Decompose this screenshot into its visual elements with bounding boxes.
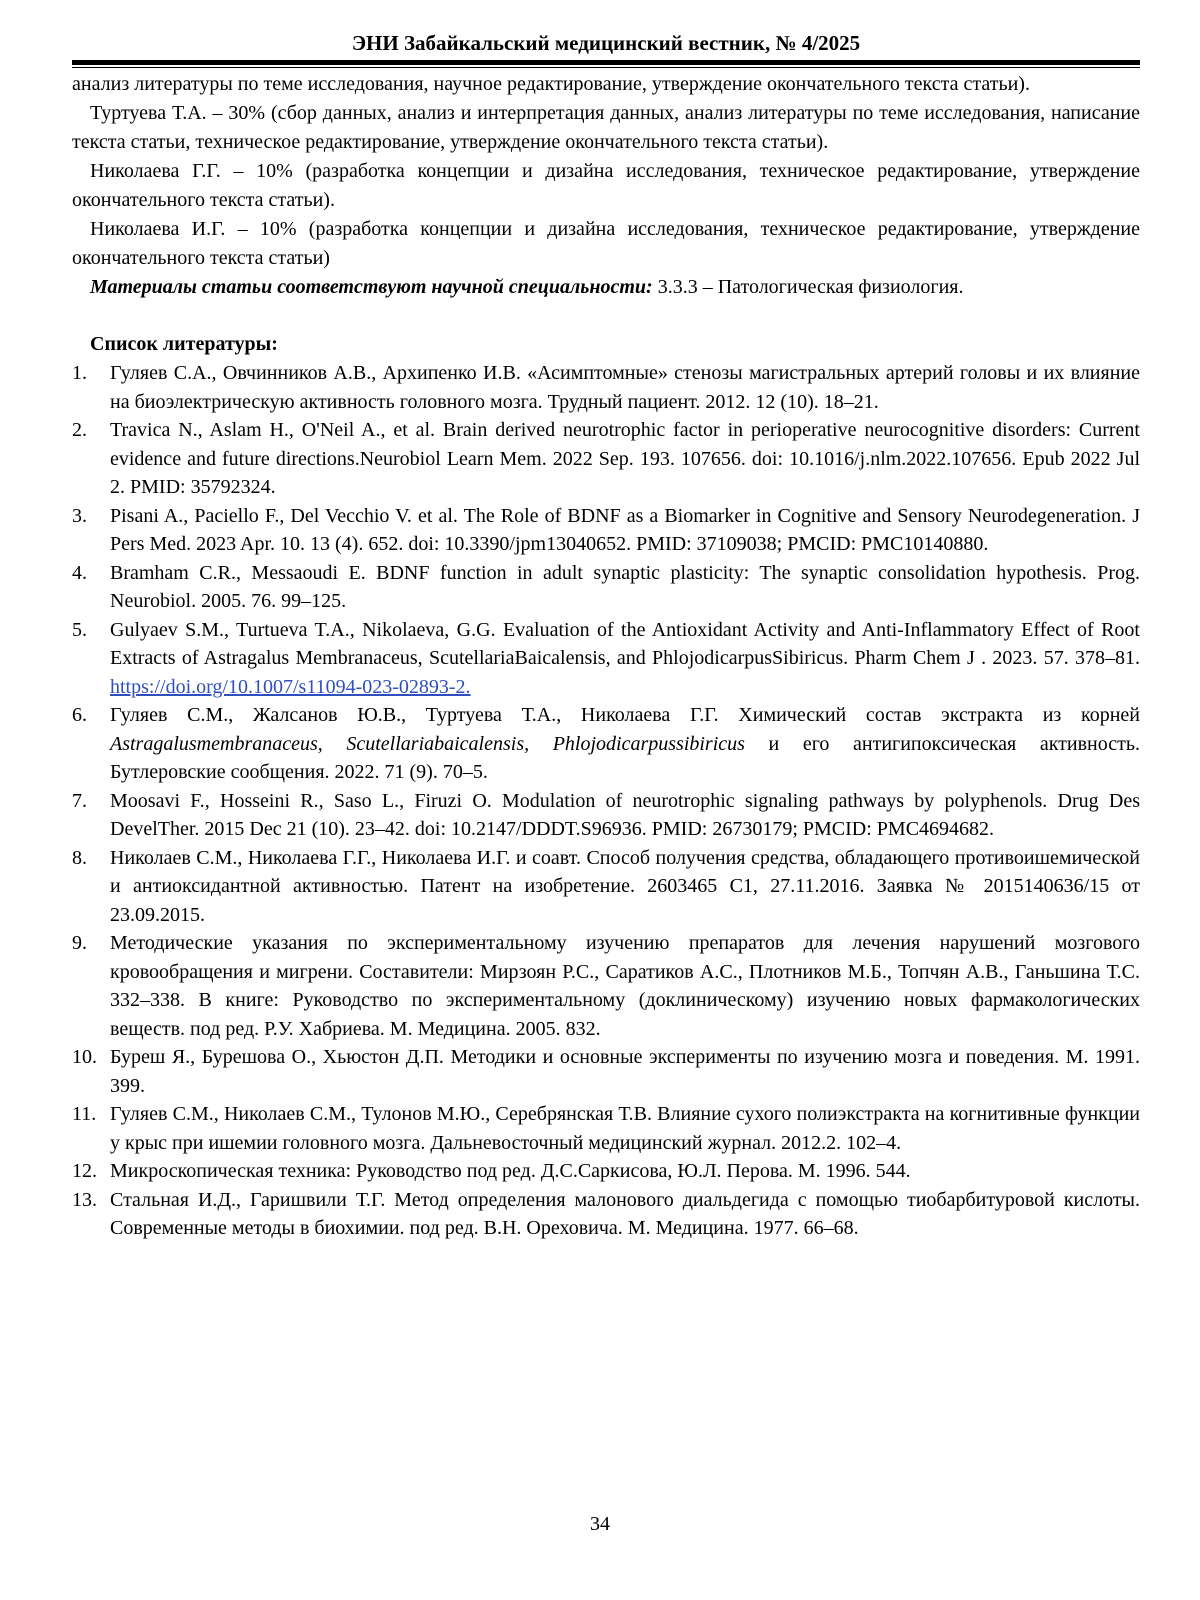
contribution-nikolaeva-gg: Николаева Г.Г. – 10% (разработка концепции и дизайна исследования, техническое редактирование, утверждение окончательного текста статьи). [72,160,1140,211]
reference-item [72,416,1140,502]
reference-item [72,1157,1140,1186]
reference-item [72,701,1140,787]
specialty-label: Материалы статьи соответствуют научной специальности: [90,276,653,298]
reference-text: Travica N., Aslam H., O'Neil A., et al. Brain derived neurotrophic factor in perioperative neurocognitive disorders: Current evidence and future directions.Neurobiol Learn Mem. 2022 Sep. 193. 107656. doi: 10.1016/j.nlm.2022.107656. Epub 2022 Jul 2. PMID: 35792324. [110,419,1140,498]
contribution-continuation: анализ литературы по теме исследования, научное редактирование, утверждение окончательного текста статьи). [72,73,1030,95]
reference-text-pre: Гуляев С.М., Жалсанов Ю.В., Туртуева Т.А., Николаева Г.Г. Химический состав экстракта из корней [110,704,1140,726]
reference-number: 2. [72,419,87,441]
reference-text: Методические указания по экспериментальному изучению препаратов для лечения нарушений мозгового кровообращения и мигрени. Составители: Мирзоян Р.С., Саратиков А.С., Плотников М.Б., Топчян А.В., Ганьшина Т.С. 332–338. В книге: Руководство по экспериментальному (доклиническому) изучению новых фармакологических веществ. под ред. Р.У. Хабриева. М. Медицина. 2005. 832. [110,932,1140,1040]
reference-text: Moosavi F., Hosseini R., Saso L., Firuzi O. Modulation of neurotrophic signaling pathways by polyphenols. Drug Des DevelTher. 2015 Dec 21 (10). 23–42. doi: 10.2147/DDDT.S96936. PMID: 26730179; PMCID: PMC4694682. [110,789,1140,840]
reference-number: 8. [72,846,87,869]
reference-number: 4. [72,561,87,584]
reference-text: Буреш Я., Бурешова О., Хьюстон Д.П. Методики и основные эксперименты по изучению мозга и поведения. М. 1991. 399. [110,1046,1140,1097]
header-rule-thick [72,60,1140,65]
references-list [72,359,1140,1243]
header-rule-thin [72,67,1140,68]
reference-number: 12. [72,1160,97,1182]
specialty-value: 3.3.3 – Патологическая физиология. [657,276,964,298]
reference-text: Микроскопическая техника: Руководство под ред. Д.С.Саркисова, Ю.Л. Перова. М. 1996. 544. [110,1160,911,1182]
reference-item [72,1100,1140,1157]
journal-running-head: ЭНИ Забайкальский медицинский вестник, № 4/2025 [351,31,861,55]
reference-item [72,359,1140,416]
reference-item [72,844,1140,930]
reference-number: 1. [72,362,87,384]
reference-item [72,616,1140,702]
reference-item [72,1186,1140,1243]
reference-text: Bramham C.R., Messaoudi E. BDNF function in adult synaptic plasticity: The synaptic consolidation hypothesis. Prog. Neurobiol. 2005. 76. 99–125. [110,561,1140,612]
references-title: Список литературы: [90,333,278,355]
reference-text: Pisani A., Paciello F., Del Vecchio V. et al. The Role of BDNF as a Biomarker in Cognitive and Sensory Neurodegeneration. J Pers Med. 2023 Apr. 10. 13 (4). 652. doi: 10.3390/jpm13040652. PMID: 37109038; PMCID: PMC10140880. [110,504,1140,555]
reference-item [72,502,1140,559]
reference-doi-link[interactable]: https://doi.org/10.1007/s11094-023-02893-2. [110,675,471,698]
reference-number: 11. [72,1103,97,1125]
reference-number: 7. [72,789,87,812]
reference-text: Николаев С.М., Николаева Г.Г., Николаева И.Г. и соавт. Способ получения средства, обладающего противоишемической и антиоксидантной активностью. Патент на изобретение. 2603465 C1, 27.11.2016. Заявка № 2015140636/15 от 23.09.2015. [110,846,1140,926]
reference-text: Стальная И.Д., Гаришвили Т.Г. Метод определения малонового диальдегида с помощью тиобарбитуровой кислоты. Современные методы в биохимии. под ред. В.Н. Ореховича. М. Медицина. 1977. 66–68. [110,1188,1140,1239]
reference-item [72,787,1140,844]
reference-item [72,559,1140,616]
reference-number: 5. [72,618,87,641]
contribution-nikolaeva-ig: Николаева И.Г. – 10% (разработка концепции и дизайна исследования, техническое редактирование, утверждение окончательного текста статьи) [72,218,1140,269]
contributions-section [72,70,1140,302]
reference-number: 10. [72,1046,97,1068]
reference-text: Gulyaev S.M., Turtueva T.A., Nikolaeva, G.G. Evaluation of the Antioxidant Activity and Anti-Inflammatory Effect of Root Extracts of Astragalus Membranaceus, ScutellariaBaicalensis, and PhlojodicarpusSibiricus. Pharm Chem J . 2023. 57. 378–81. [110,618,1140,669]
reference-number: 13. [72,1188,97,1211]
reference-text: Гуляев С.А., Овчинников А.В., Архипенко И.В. «Асимптомные» стенозы магистральных артерий головы и их влияние на биоэлектрическую активность головного мозга. Трудный пациент. 2012. 12 (10). 18–21. [110,362,1140,413]
contribution-turtueva: Туртуева Т.А. – 30% (сбор данных, анализ и интерпретация данных, анализ литературы по теме исследования, написание текста статьи, техническое редактирование, утверждение окончательного текста статьи). [72,102,1140,153]
reference-text-post: и его антигипоксическая активность. Бутлеровские сообщения. 2022. 71 (9). 70–5. [110,732,1140,783]
reference-number: 6. [72,704,87,726]
reference-text: Гуляев С.М., Николаев С.М., Тулонов М.Ю., Серебрянская Т.В. Влияние сухого полиэкстракта на когнитивные функции у крыс при ишемии головного мозга. Дальневосточный медицинский журнал. 2012.2. 102–4. [110,1103,1140,1154]
reference-species-names: Astragalusmembranaceus, Scutellariabaicalensis, Phlojodicarpussibiricus [110,732,745,755]
page [72,0,1140,1243]
specialty-statement [72,273,1140,302]
reference-item [72,929,1140,1043]
reference-item [72,1043,1140,1100]
page-number: 34 [590,1513,610,1535]
reference-number: 9. [72,932,87,954]
reference-number: 3. [72,504,87,527]
